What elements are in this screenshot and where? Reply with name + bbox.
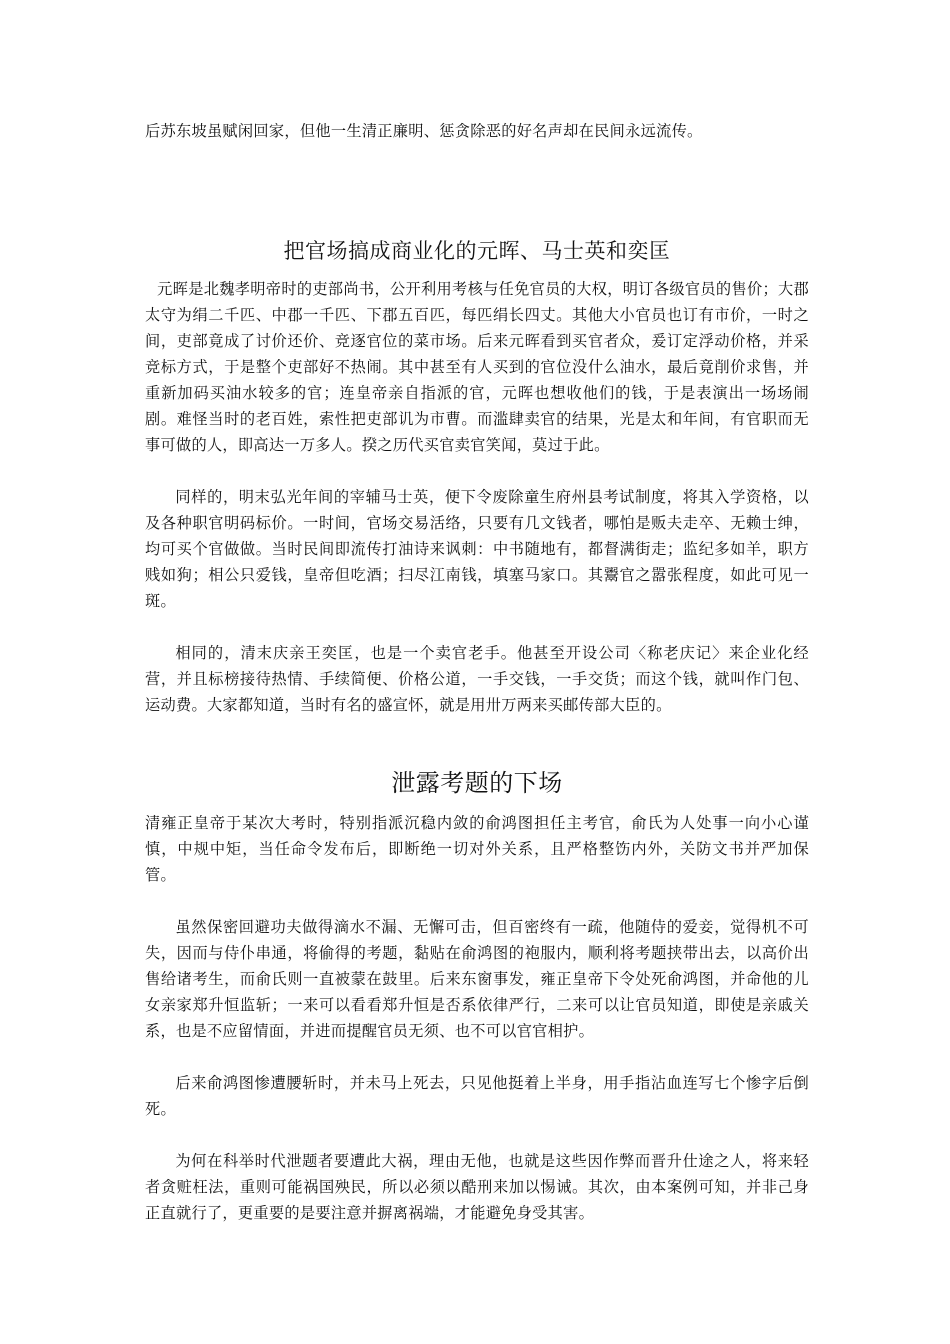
paragraph-yikuang: 相同的，清末庆亲王奕匡，也是一个卖官老手。他甚至开设公司〈称老庆记〉来企业化经营，并且标榜接待热情、手续简便、价格公道，一手交钱，一手交货；而这个钱，就叫作门包、运动费。大家都知道，当时有名的盛宣怀，就是用卅万两来买邮传部大臣的。 [145, 644, 809, 714]
paragraph-ma-shiying: 同样的，明末弘光年间的宰辅马士英，便下令废除童生府州县考试制度，将其入学资格，以及各种职官明码标价。一时间，官场交易活络，只要有几文钱者，哪怕是贩夫走卒、无赖士绅，均可买个官做做。当时民间即流传打油诗来讽刺：中书随地有，都督满街走；监纪多如羊，职方贱如狗；相公只爱钱，皇帝但吃酒；扫尽江南钱，填塞马家口。其鬻官之嚣张程度，如此可见一斑。 [145, 488, 809, 610]
section-title-officialdom: 把官场搞成商业化的元晖、马士英和奕匡 [283, 239, 671, 263]
paragraph-leak-incident: 虽然保密回避功夫做得滴水不漏、无懈可击，但百密终有一疏，他随侍的爱妾，觉得机不可失，因而与侍仆串通，将偷得的考题，黏贴在俞鸿图的袍服内，顺利将考题挟带出去，以高价出售给诸考生，而俞氏则一直被蒙在鼓里。后来东窗事发，雍正皇帝下令处死俞鸿图，并命他的儿女亲家郑升恒监斩；一来可以看看郑升恒是否系依律严行，二来可以让官员知道，即使是亲戚关系，也是不应留情面，并进而提醒官员无须、也不可以官官相护。 [145, 918, 809, 1040]
paragraph-execution: 后来俞鸿图惨遭腰斩时，并未马上死去，只见他挺着上半身，用手指沾血连写七个惨字后倒死。 [145, 1074, 809, 1118]
paragraph-yuanhui: 元晖是北魏孝明帝时的吏部尚书，公开利用考核与任免官员的大权，明订各级官员的售价；大郡太守为绢二千匹、中郡一千匹、下郡五百匹，每匹绢长四丈。其他大小官员也订有市价，一时之间，吏部竟成了讨价还价、竞逐官位的菜市场。后来元晖看到买官者众，爰订定浮动价格，并采竞标方式，于是整个吏部好不热闹。其中甚至有人买到的官位没什么油水，最后竟削价求售，并重新加码买油水较多的官；连皇帝亲自指派的官，元晖也想收他们的钱，于是表演出一场场闹剧。难怪当时的老百姓，索性把吏部讥为市曹。而滥肆卖官的结果，光是太和年间，有官职而无事可做的人，即高达一万多人。揆之历代买官卖官笑闻，莫过于此。 [145, 280, 809, 454]
intro-paragraph: 后苏东坡虽赋闲回家，但他一生清正廉明、惩贪除恶的好名声却在民间永远流传。 [145, 122, 703, 140]
section-title-exam-leak: 泄露考题的下场 [391, 769, 563, 797]
paragraph-conclusion: 为何在科举时代泄题者要遭此大祸，理由无他，也就是这些因作弊而晋升仕途之人，将来轻者贪赃枉法，重则可能祸国殃民，所以必须以酷刑来加以惕诫。其次，由本案例可知，并非己身正直就行了，更重要的是要注意并摒离祸端，才能避免身受其害。 [145, 1152, 809, 1222]
document-page [145, 118, 809, 1226]
paragraph-yu-hongtu-appointment: 清雍正皇帝于某次大考时，特别指派沉稳内敛的俞鸿图担任主考官，俞氏为人处事一向小心谨慎，中规中矩，当任命令发布后，即断绝一切对外关系，且严格整饬内外，关防文书并严加保管。 [145, 814, 809, 884]
